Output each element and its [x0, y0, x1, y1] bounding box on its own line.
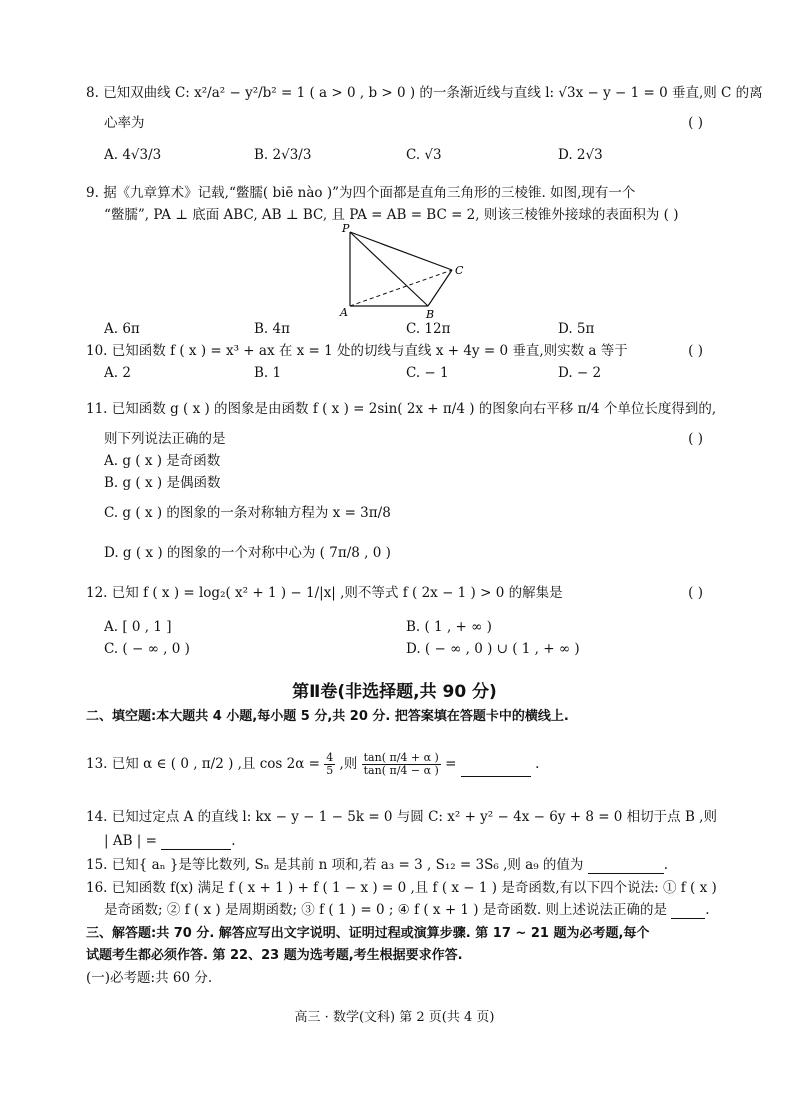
- q8-line1: [86, 84, 763, 102]
- q11-line1: [86, 400, 716, 418]
- q10-number: 10.: [86, 343, 108, 359]
- q8-option-c: C. √3: [406, 147, 442, 163]
- q8-answer-paren: ( ): [688, 115, 703, 131]
- label-p: P: [342, 224, 350, 235]
- q8-number: 8.: [86, 85, 99, 101]
- tan-fraction: [362, 752, 441, 777]
- section-2-heading: 第Ⅱ卷(非选择题,共 90 分): [292, 682, 497, 702]
- q11-answer-paren: ( ): [688, 431, 703, 447]
- q9-number: 9.: [86, 185, 99, 201]
- tan-denominator: tan( π/4 − α ): [363, 764, 439, 777]
- part-3-line3: (一)必考题:共 60 分.: [86, 970, 213, 986]
- cos-fraction: [324, 752, 335, 777]
- tetrahedron-figure: [336, 224, 476, 320]
- q14-number: 14.: [86, 809, 108, 825]
- edge-bc: [428, 270, 452, 306]
- q16-answer-blank[interactable]: [671, 904, 705, 919]
- q13-text-c: =: [445, 756, 457, 772]
- q16-text-2: 是奇函数; ② f ( x ) 是周期函数; ③ f ( 1 ) = 0 ; ④ f ( x + 1 ) 是奇函数. 则上述说法正确的是: [104, 902, 667, 918]
- q11-option-a: A. g ( x ) 是奇函数: [104, 453, 221, 469]
- q11-text: 已知函数 g ( x ) 的图象是由函数 f ( x ) = 2sin( 2x + π/4 ) 的图象向右平移 π/4 个单位长度得到的,: [111, 401, 717, 417]
- q14-line1: [86, 808, 717, 826]
- q9-text: 据《九章算术》记载,“鳖臑( biē nào )”为四个面都是直角三角形的三棱锥. 如图,现有一个: [103, 185, 636, 201]
- q9-option-c: C. 12π: [406, 321, 451, 337]
- part-3-line2: 试题考生都必须作答. 第 22、23 题为选考题,考生根据要求作答.: [86, 948, 463, 963]
- q13-number: 13.: [86, 756, 108, 772]
- q11-option-b: B. g ( x ) 是偶函数: [104, 475, 221, 491]
- edge-ac-hidden: [350, 270, 452, 306]
- q16-text: 已知函数 f(x) 满足 f ( x + 1 ) + f ( 1 − x ) = 0 ,且 f ( x − 1 ) 是奇函数,有以下四个说法: ① f ( x ): [111, 880, 717, 896]
- q10-option-d: D. − 2: [558, 365, 602, 381]
- part-3-line1: 三、解答题:共 70 分. 解答应写出文字说明、证明过程或演算步骤. 第 17 ~ 21 题为必考题,每个: [86, 926, 650, 941]
- q14-text-2: | AB | =: [104, 833, 157, 849]
- q14-line2: | AB | = .: [104, 833, 236, 849]
- cos-denominator: 5: [326, 764, 334, 777]
- q11-option-d: D. g ( x ) 的图象的一个对称中心为 ( 7π/8 , 0 ): [104, 545, 391, 561]
- q10-option-a: A. 2: [104, 365, 131, 381]
- q8-option-b: B. 2√3/3: [254, 147, 312, 163]
- q10-option-c: C. − 1: [406, 365, 449, 381]
- q11-number: 11.: [86, 401, 108, 417]
- q9-option-a: A. 6π: [104, 321, 140, 337]
- label-a: A: [340, 306, 348, 319]
- q12-option-b: B. ( 1 , + ∞ ): [406, 619, 492, 635]
- q13-line: 13. 已知 α ∈ ( 0 , π/2 ) ,且 cos 2α = $\frac{4}{5}$ ,则 $\frac{\tan( \pi/4 + \alpha )}{\tan( \pi/4 - \alpha )}$ = .: [86, 751, 540, 777]
- q10-option-b: B. 1: [254, 365, 282, 381]
- q8-text: 已知双曲线 C: x²/a² − y²/b² = 1 ( a > 0 , b > 0 ) 的一条渐近线与直线 l: √3x − y − 1 = 0 垂直,则 C 的离: [103, 85, 763, 101]
- q9-option-d: D. 5π: [558, 321, 595, 337]
- q12-option-c: C. ( − ∞ , 0 ): [104, 641, 190, 657]
- q12-number: 12.: [86, 585, 108, 601]
- label-c: C: [455, 264, 464, 277]
- q11-line2: 则下列说法正确的是: [104, 431, 226, 447]
- q10-text: 已知函数 f ( x ) = x³ + ax 在 x = 1 处的切线与直线 x + 4y = 0 垂直,则实数 a 等于: [111, 343, 628, 359]
- q9-option-b: B. 4π: [254, 321, 290, 337]
- q14-answer-blank[interactable]: [161, 835, 231, 850]
- q8-option-a: A. 4√3/3: [104, 147, 162, 163]
- q12-line1: [86, 584, 563, 602]
- q10-answer-paren: ( ): [688, 343, 703, 359]
- q9-line2: “鳖臑”, PA ⊥ 底面 ABC, AB ⊥ BC, 且 PA = AB = BC = 2, 则该三棱锥外接球的表面积为 ( ): [104, 207, 679, 223]
- q9-line1: [86, 184, 635, 202]
- q16-line2: 是奇函数; ② f ( x ) 是周期函数; ③ f ( 1 ) = 0 ; ④ f ( x + 1 ) 是奇函数. 则上述说法正确的是 .: [104, 902, 710, 918]
- q14-text: 已知过定点 A 的直线 l: kx − y − 1 − 5k = 0 与圆 C: x² + y² − 4x − 6y + 8 = 0 相切于点 B ,则: [111, 809, 717, 825]
- q8-option-d: D. 2√3: [558, 147, 603, 163]
- q15-line1: 15. 已知{ aₙ }是等比数列, Sₙ 是其前 n 项和,若 a₃ = 3 , S₁₂ = 3S₆ ,则 a₉ 的值为 .: [86, 857, 669, 873]
- q10-line1: [86, 342, 628, 360]
- q12-answer-paren: ( ): [688, 585, 703, 601]
- cos-numerator: 4: [326, 751, 334, 764]
- tan-numerator: tan( π/4 + α ): [363, 751, 439, 764]
- q16-number: 16.: [86, 880, 108, 896]
- q16-line1: [86, 879, 717, 897]
- q15-number: 15.: [86, 857, 108, 873]
- q13-text-b: ,则: [339, 756, 358, 772]
- q11-option-c: C. g ( x ) 的图象的一条对称轴方程为 x = 3π/8: [104, 505, 391, 521]
- q15-answer-blank[interactable]: [588, 859, 664, 874]
- q8-line2: 心率为: [104, 115, 145, 131]
- q12-text: 已知 f ( x ) = log₂( x² + 1 ) − 1/|x| ,则不等式 f ( 2x − 1 ) > 0 的解集是: [111, 585, 563, 601]
- q13-answer-blank[interactable]: [461, 762, 531, 777]
- q12-option-a: A. [ 0 , 1 ]: [104, 619, 172, 635]
- q15-text: 已知{ aₙ }是等比数列, Sₙ 是其前 n 项和,若 a₃ = 3 , S₁₂ = 3S₆ ,则 a₉ 的值为: [111, 857, 584, 873]
- label-b: B: [426, 308, 435, 320]
- part-2-title: 二、填空题:本大题共 4 小题,每小题 5 分,共 20 分. 把答案填在答题卡中的横线上.: [86, 709, 569, 724]
- page-footer: 高三 · 数学(文科) 第 2 页(共 4 页): [294, 1010, 495, 1025]
- q12-option-d: D. ( − ∞ , 0 ) ∪ ( 1 , + ∞ ): [406, 641, 580, 657]
- q13-text-a: 已知 α ∈ ( 0 , π/2 ) ,且 cos 2α =: [111, 756, 320, 772]
- edge-pb: [350, 232, 428, 306]
- edge-pc: [350, 232, 452, 270]
